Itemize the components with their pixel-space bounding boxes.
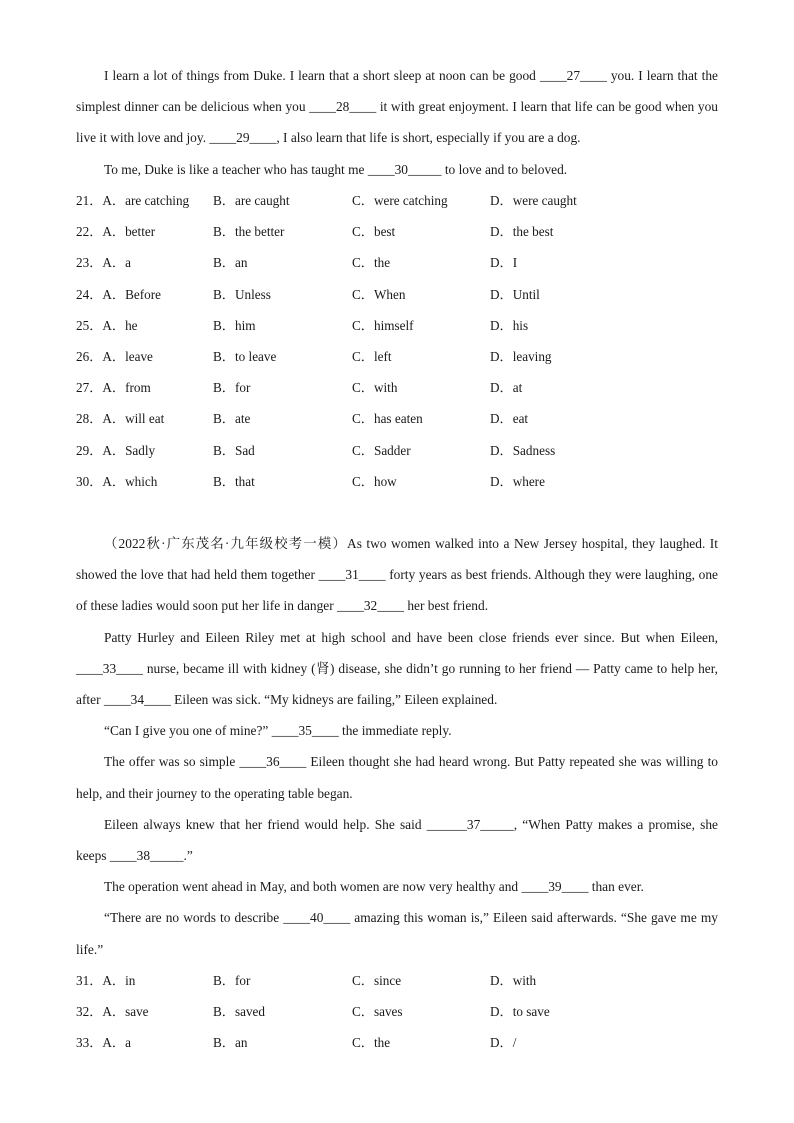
option-d: D．Sadness: [490, 442, 556, 458]
option-c: C．Sadder: [352, 442, 411, 458]
question-number: 31．: [76, 973, 103, 988]
question-number: 32．: [76, 1004, 103, 1020]
question-row-21: [76, 185, 718, 216]
question-number: 33．: [76, 1035, 103, 1051]
option-d: D．I: [490, 255, 518, 271]
option-a: 33．A．a: [76, 1035, 131, 1051]
option-a: 31．A．in: [76, 973, 136, 988]
option-d: D．the best: [490, 224, 554, 240]
question-number: 28．: [76, 411, 103, 427]
option-c: C．the: [352, 255, 391, 271]
option-b: B．to leave: [213, 348, 277, 364]
option-b: B．for: [213, 973, 251, 988]
question-row-30: [76, 466, 718, 497]
question-row-33: [76, 1027, 718, 1058]
option-a: 25．A．he: [76, 317, 138, 333]
option-b: B．Sad: [213, 442, 255, 458]
option-a: 24．A．Before: [76, 286, 161, 302]
option-d: D．leaving: [490, 348, 552, 364]
option-d: D．at: [490, 380, 523, 396]
option-b: B．an: [213, 1035, 248, 1051]
question-row-26: [76, 341, 718, 372]
question-row-29: [76, 435, 718, 466]
option-d: D．to save: [490, 1004, 550, 1020]
question-number: 23．: [76, 255, 103, 271]
option-a: 29．A．Sadly: [76, 442, 156, 458]
question-row-27: [76, 372, 718, 403]
option-a: 30．A．which: [76, 473, 158, 489]
option-c: C．since: [352, 973, 402, 988]
option-b: B．that: [213, 473, 255, 489]
option-d: D．with: [490, 973, 537, 988]
option-a: 23．A．a: [76, 255, 131, 271]
option-c: C．left: [352, 348, 392, 364]
question-row-28: [76, 403, 718, 434]
option-c: C．When: [352, 286, 406, 302]
question-row-23: [76, 247, 718, 278]
question-list-31-33: [76, 965, 718, 1059]
passage2-paragraph-2: Patty Hurley and Eileen Riley met at high school and have been close friends ever since. But when Eileen, ____33____ nurse, became ill with kidney (肾) disease, she didn’t go running to her friend — Patty came to help her, after ____34____ Eileen was sick. “My kidneys are failing,” Eileen explained.: [76, 629, 718, 707]
option-a: 28．A．will eat: [76, 411, 165, 427]
option-d: D．were caught: [490, 193, 577, 208]
option-b: B．him: [213, 317, 256, 333]
question-number: 27．: [76, 380, 103, 396]
question-row-25: [76, 310, 718, 341]
option-b: B．ate: [213, 411, 251, 427]
question-number: 21．: [76, 193, 103, 208]
option-c: C．how: [352, 473, 397, 489]
option-d: D．Until: [490, 286, 540, 302]
passage1-paragraph-2: To me, Duke is like a teacher who has taught me ____30_____ to love and to beloved.: [104, 161, 568, 177]
option-d: D．where: [490, 473, 545, 489]
option-a: 22．A．better: [76, 224, 156, 240]
option-a: 26．A．leave: [76, 348, 153, 364]
passage2-paragraph-7: “There are no words to describe ____40____ amazing this woman is,” Eileen said afterwards. “She gave me my life.”: [76, 910, 718, 957]
option-c: C．best: [352, 224, 396, 240]
passage2-paragraph-4: The offer was so simple ____36____ Eileen thought she had heard wrong. But Patty repeated she was willing to help, and their journey to the operating table began.: [76, 754, 718, 801]
question-row-22: [76, 216, 718, 247]
option-c: C．saves: [352, 1004, 403, 1020]
passage1-paragraph-1: I learn a lot of things from Duke. I learn that a short sleep at noon can be good ____27____ you. I learn that the simplest dinner can be delicious when you ____28____ it with great enjoyment. I learn that life can be good when you live it with love and joy. ____29____, I also learn that life is short, especially if you are a dog.: [76, 68, 718, 146]
option-b: B．the better: [213, 224, 285, 240]
question-row-24: [76, 279, 718, 310]
option-b: B．for: [213, 380, 251, 396]
question-number: 25．: [76, 317, 103, 333]
option-a: 21．A．are catching: [76, 193, 190, 208]
option-b: B．Unless: [213, 286, 271, 302]
option-d: D．his: [490, 317, 529, 333]
passage2-paragraph-6: The operation went ahead in May, and both women are now very healthy and ____39____ than ever.: [104, 879, 644, 895]
question-row-31: [76, 965, 718, 996]
question-number: 30．: [76, 473, 103, 489]
question-list-21-30: [76, 185, 718, 497]
passage2-paragraph-1: （2022秋·广东茂名·九年级校考一模）As two women walked into a New Jersey hospital, they laughed. It showed the love that had held them together ____31____ forty years as best friends. Although they were laughing, one of these ladies would soon put her life in danger ____32____ her best friend.: [76, 536, 718, 614]
option-d: D．eat: [490, 411, 529, 427]
question-number: 29．: [76, 442, 103, 458]
question-number: 22．: [76, 224, 103, 240]
question-number: 24．: [76, 286, 103, 302]
option-b: B．are caught: [213, 193, 290, 208]
question-row-32: [76, 996, 718, 1027]
option-c: C．were catching: [352, 193, 448, 208]
option-b: B．an: [213, 255, 248, 271]
option-c: C．with: [352, 380, 398, 396]
option-c: C．has eaten: [352, 411, 423, 427]
option-b: B．saved: [213, 1004, 266, 1020]
option-a: 27．A．from: [76, 380, 151, 396]
option-c: C．the: [352, 1035, 391, 1051]
passage2-paragraph-3: “Can I give you one of mine?” ____35____ the immediate reply.: [104, 723, 452, 739]
option-d: D．/: [490, 1035, 517, 1051]
option-c: C．himself: [352, 317, 414, 333]
question-number: 26．: [76, 348, 103, 364]
passage2-paragraph-5: Eileen always knew that her friend would help. She said ______37_____, “When Patty makes a promise, she keeps ____38_____.”: [76, 816, 718, 863]
option-a: 32．A．save: [76, 1004, 149, 1020]
